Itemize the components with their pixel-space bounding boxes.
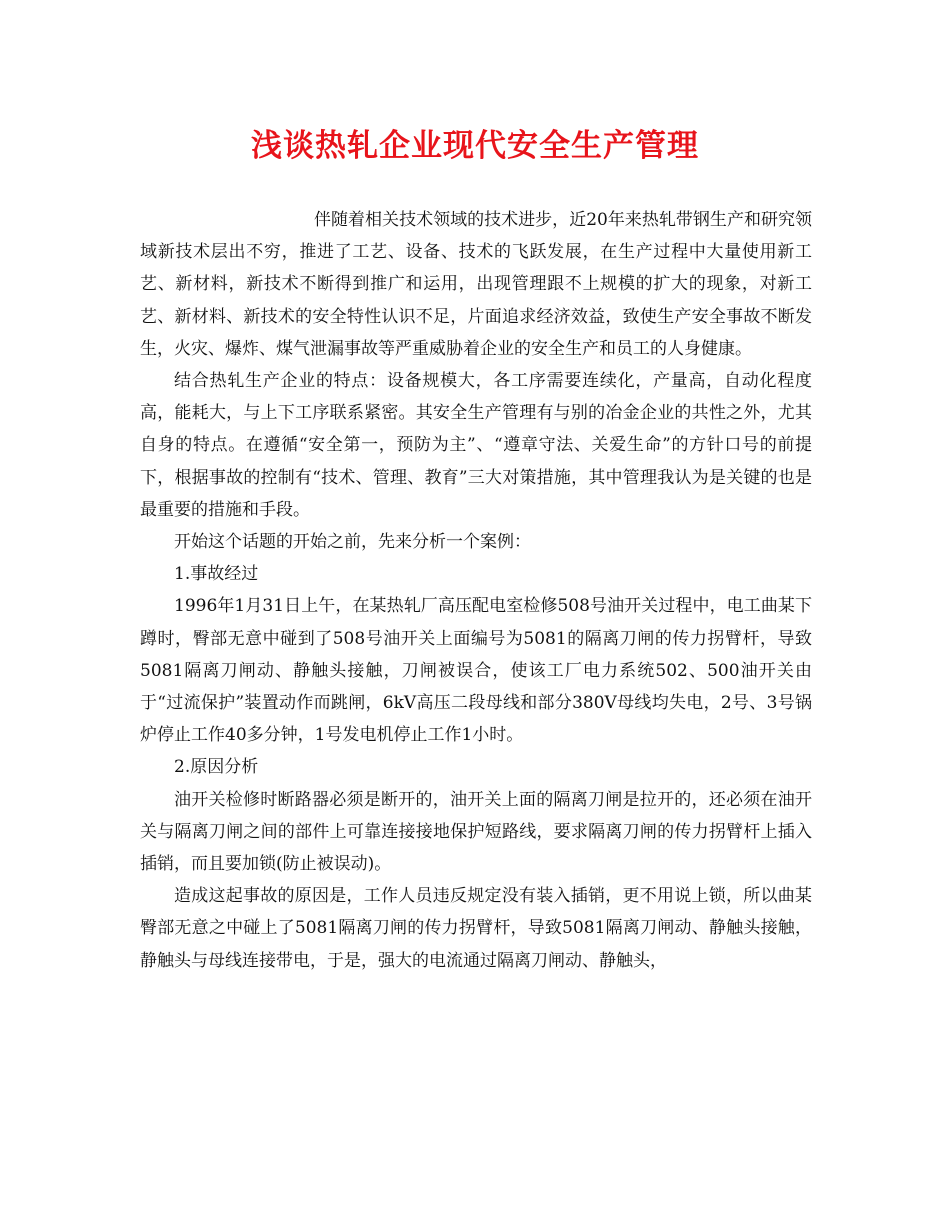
paragraph-accident-details: 1996年1月31日上午，在某热轧厂高压配电室检修508号油开关过程中，电工曲某下蹲时，臀部无意中碰到了508号油开关上面编号为5081的隔离刀闸的传力拐臂杆，导致5081隔离刀闸动、静触头接触，刀闸被误合，使该工厂电力系统502、500油开关由于“过流保护”装置动作而跳闸，6kV高压二段母线和部分380V母线均失电，2号、3号锅炉停止工作40多分钟，1号发电机停止工作1小时。 — [140, 596, 812, 746]
paragraph-characteristics: 结合热轧生产企业的特点：设备规模大，各工序需要连续化，产量高，自动化程度高，能耗大，与上下工序联系紧密。其安全生产管理有与别的冶金企业的共性之外，尤其自身的特点。在遵循“安全第一，预防为主”、“遵章守法、关爱生命”的方针口号的前提下，根据事故的控制有“技术、管理、教育”三大对策措施，其中管理我认为是关键的也是最重要的措施和手段。 — [140, 371, 812, 520]
document-title: 浅谈热轧企业现代安全生产管理 — [251, 128, 699, 164]
paragraph-analysis-cause: 造成这起事故的原因是，工作人员违反规定没有装入插销，更不用说上锁，所以曲某臀部无意之中碰上了5081隔离刀闸的传力拐臂杆，导致5081隔离刀闸动、静触头接触，静触头与母线连接带电，于是，强大的电流通过隔离刀闸动、静触头， — [140, 886, 812, 971]
paragraph-intro: 伴随着相关技术领域的技术进步，近20年来热轧带钢生产和研究领域新技术层出不穷，推进了工艺、设备、技术的飞跃发展，在生产过程中大量使用新工艺、新材料，新技术不断得到推广和运用，出现管理跟不上规模的扩大的现象，对新工艺、新材料、新技术的安全特性认识不足，片面追求经济效益，致使生产安全事故不断发生，火灾、爆炸、煤气泄漏事故等严重威胁着企业的安全生产和员工的人身健康。 — [140, 210, 812, 359]
document-body — [140, 204, 812, 977]
section-heading-analysis: 2.原因分析 — [174, 757, 259, 778]
section-heading-accident: 1.事故经过 — [174, 564, 259, 585]
paragraph-case-intro: 开始这个话题的开始之前，先来分析一个案例： — [174, 532, 531, 553]
paragraph-analysis-requirements: 油开关检修时断路器必须是断开的，油开关上面的隔离刀闸是拉开的，还必须在油开关与隔离刀闸之间的部件上可靠连接接地保护短路线，要求隔离刀闸的传力拐臂杆上插入插销，而且要加锁(防止被误动)。 — [140, 789, 812, 875]
